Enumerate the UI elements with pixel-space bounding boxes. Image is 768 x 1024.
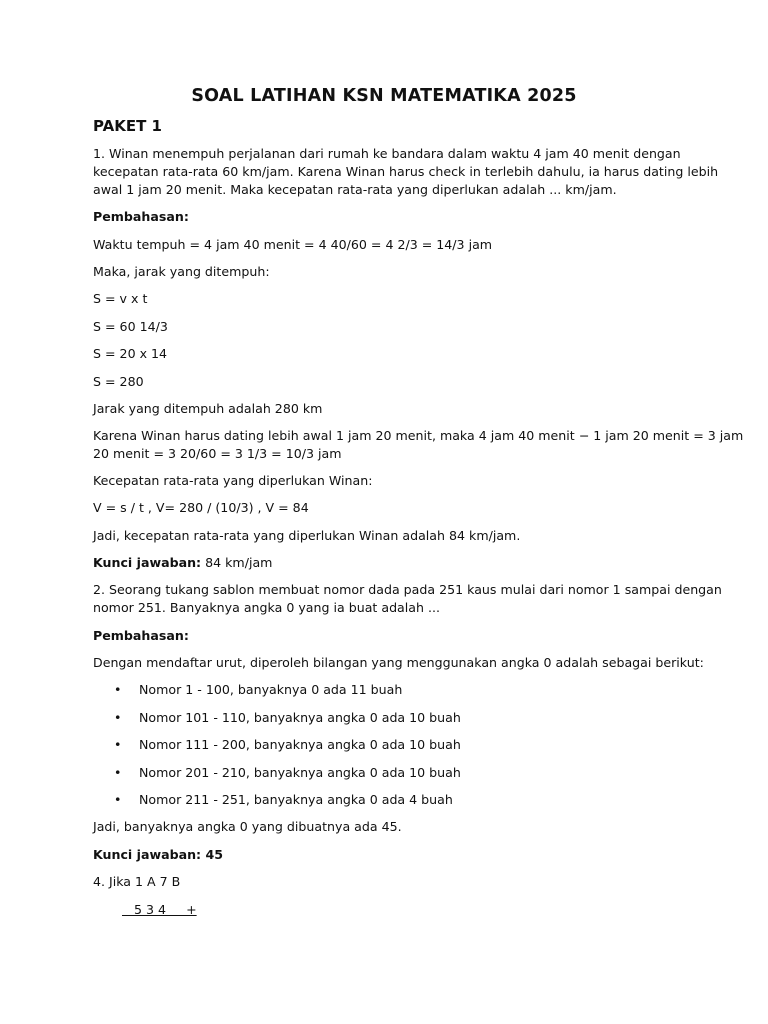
bullet-marker: •	[114, 710, 122, 725]
q1-answer-key-value: 84 km/jam	[201, 555, 273, 570]
q2-bullet-item-3: Nomor 111 - 200, banyaknya angka 0 ada 10 buah	[139, 737, 461, 752]
q1-formula-2: S = 60 14/3	[93, 319, 168, 334]
q2-answer-key: Kunci jawaban: 45	[93, 847, 224, 862]
q1-formula-3: S = 20 x 14	[93, 346, 168, 361]
q1-conclusion: Jadi, kecepatan rata-rata yang diperlukan Winan adalah 84 km/jam.	[93, 528, 521, 543]
q4-addition-line: 5 3 4 +	[122, 902, 197, 917]
q1-text-line-3: awal 1 jam 20 menit. Maka kecepatan rata-rata yang diperlukan adalah ... km/jam.	[93, 182, 617, 197]
q2-text-line-2: nomor 251. Banyaknya angka 0 yang ia buat adalah ...	[93, 600, 440, 615]
q1-maka-jarak: Maka, jarak yang ditempuh:	[93, 264, 270, 279]
q1-karena-line-1: Karena Winan harus dating lebih awal 1 jam 20 menit, maka 4 jam 40 menit − 1 jam 20 menit = 3 jam	[93, 428, 744, 443]
bullet-marker: •	[114, 737, 122, 752]
bullet-marker: •	[114, 682, 122, 697]
q1-answer-key	[93, 554, 693, 572]
q2-text-line-1: 2. Seorang tukang sablon membuat nomor dada pada 251 kaus mulai dari nomor 1 sampai dengan	[93, 582, 722, 597]
q2-bullet-item-5: Nomor 211 - 251, banyaknya angka 0 ada 4 buah	[139, 792, 453, 807]
q1-formula-4: S = 280	[93, 374, 144, 389]
section-heading: PAKET 1	[93, 117, 162, 135]
q1-formula-1: S = v x t	[93, 291, 148, 306]
q1-pembahasan-label: Pembahasan:	[93, 209, 189, 224]
bullet-marker: •	[114, 792, 122, 807]
q1-velocity-formula: V = s / t , V= 280 / (10/3) , V = 84	[93, 500, 309, 515]
q2-conclusion: Jadi, banyaknya angka 0 yang dibuatnya ada 45.	[93, 819, 402, 834]
q2-bullet-item-2: Nomor 101 - 110, banyaknya angka 0 ada 10 buah	[139, 710, 461, 725]
q2-bullet-item-1: Nomor 1 - 100, banyaknya 0 ada 11 buah	[139, 682, 403, 697]
q1-answer-key-label: Kunci jawaban:	[93, 555, 202, 570]
q4-text: 4. Jika 1 A 7 B	[93, 874, 181, 889]
q2-pembahasan-label: Pembahasan:	[93, 628, 189, 643]
q2-bullet-item-4: Nomor 201 - 210, banyaknya angka 0 ada 10 buah	[139, 765, 461, 780]
q1-text-line-1: 1. Winan menempuh perjalanan dari rumah ke bandara dalam waktu 4 jam 40 menit dengan	[93, 146, 681, 161]
q1-karena-line-2: 20 menit = 3 20/60 = 3 1/3 = 10/3 jam	[93, 446, 342, 461]
q1-text-line-2: kecepatan rata-rata 60 km/jam. Karena Winan harus check in terlebih dahulu, ia harus dating lebih	[93, 164, 719, 179]
q1-jarak-statement: Jarak yang ditempuh adalah 280 km	[93, 401, 323, 416]
bullet-marker: •	[114, 765, 122, 780]
page-title: SOAL LATIHAN KSN MATEMATIKA 2025	[191, 86, 577, 106]
q1-waktu-tempuh: Waktu tempuh = 4 jam 40 menit = 4 40/60 = 4 2/3 = 14/3 jam	[93, 237, 493, 252]
q1-kecepatan-label: Kecepatan rata-rata yang diperlukan Winan:	[93, 473, 373, 488]
q2-intro: Dengan mendaftar urut, diperoleh bilangan yang menggunakan angka 0 adalah sebagai berikut:	[93, 655, 704, 670]
